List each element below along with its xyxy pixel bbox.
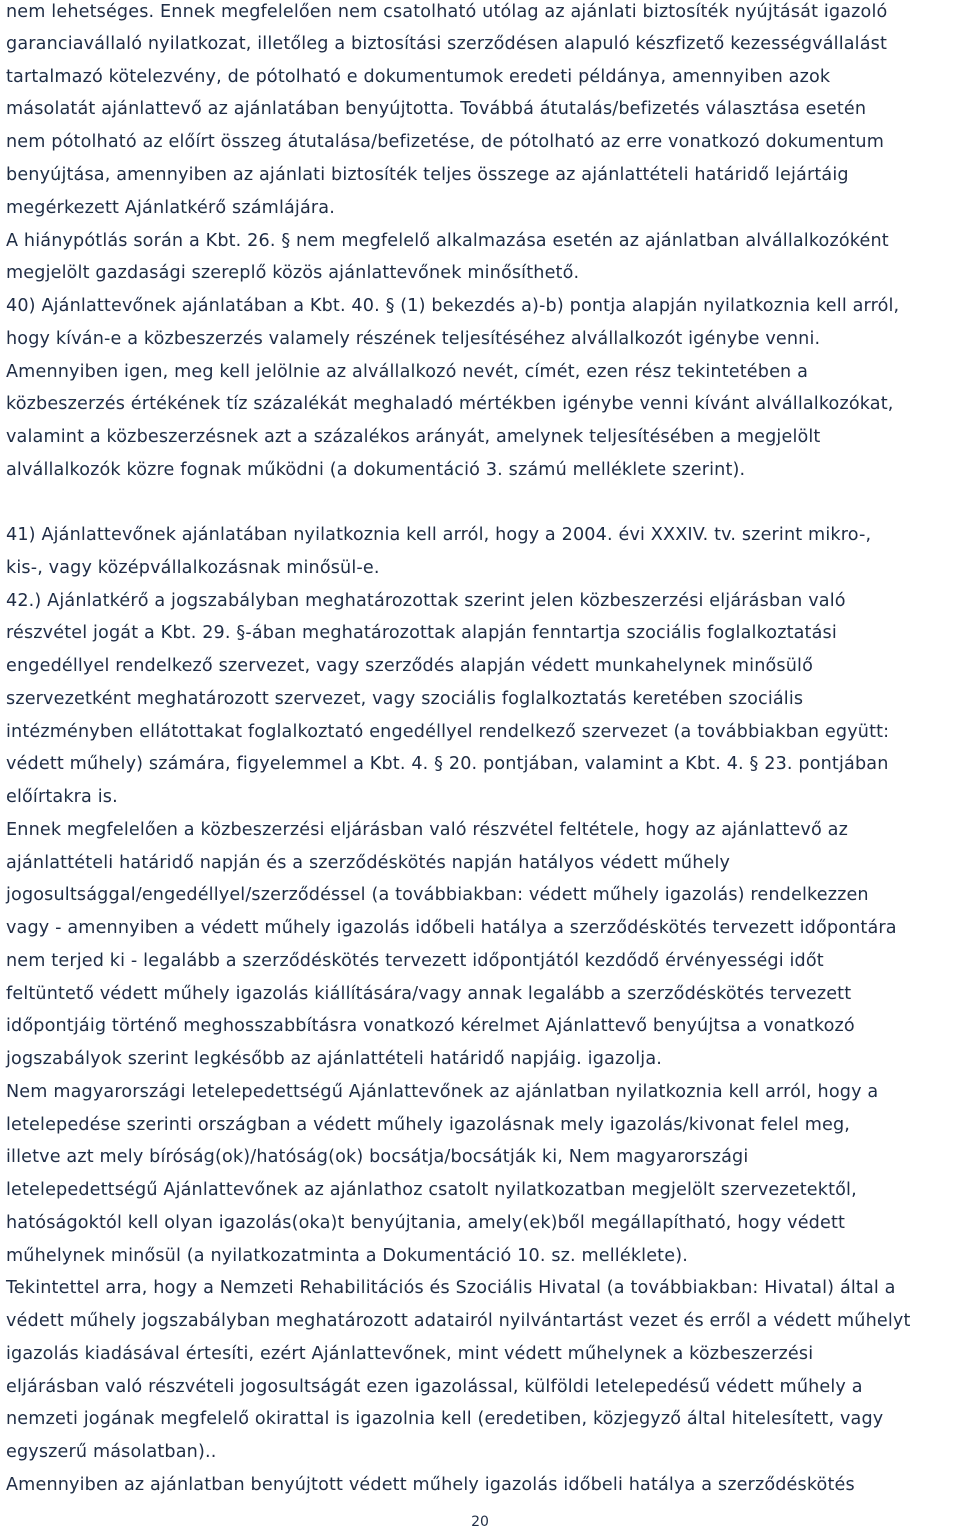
text-line: kis-, vagy középvállalkozásnak minősül-e. (6, 558, 380, 578)
text-line: igazolás kiadásával értesíti, ezért Ajánlattevőnek, mint védett műhelynek a közbeszerzési (6, 1344, 814, 1364)
text-line: védett műhely) számára, figyelemmel a Kbt. 4. § 20. pontjában, valamint a Kbt. 4. § 23. pontjában (6, 754, 889, 774)
text-line: ajánlattételi határidő napján és a szerződéskötés napján hatályos védett műhely (6, 853, 731, 873)
text-line: Tekintettel arra, hogy a Nemzeti Rehabilitációs és Szociális Hivatal (a továbbiakban: Hivatal) által a (6, 1278, 896, 1298)
text-line: nem pótolható az előírt összeg átutalása/befizetése, de pótolható az erre vonatkozó dokumentum (6, 132, 885, 152)
text-line: közbeszerzés értékének tíz százalékát meghaladó mértékben igénybe venni kívánt alvállalkozókat, (6, 394, 894, 414)
text-line: védett műhely jogszabályban meghatározott adatairól nyilvántartást vezet és erről a védett műhelyt (6, 1311, 911, 1331)
text-line: tartalmazó kötelezvény, de pótolható e dokumentumok eredeti példánya, amennyiben azok (6, 67, 831, 87)
text-line: műhelynek minősül (a nyilatkozatminta a Dokumentáció 10. sz. melléklete). (6, 1246, 688, 1266)
text-line: engedéllyel rendelkező szervezet, vagy szerződés alapján védett munkahelynek minősülő (6, 656, 813, 676)
text-line: jogszabályok szerint legkésőbb az ajánlattételi határidő napjáig. igazolja. (6, 1049, 663, 1069)
text-line: előírtakra is. (6, 787, 118, 807)
text-line: időpontjáig történő meghosszabbításra vonatkozó kérelmet Ajánlattevő benyújtsa a vonatkozó (6, 1016, 855, 1036)
text-line: másolatát ajánlattevő az ajánlatában benyújtotta. Továbbá átutalás/befizetés választása esetén (6, 99, 867, 119)
text-line: vagy - amennyiben a védett műhely igazolás időbeli hatálya a szerződéskötés tervezett időpontára (6, 918, 897, 938)
text-line: Nem magyarországi letelepedettségű Ajánlattevőnek az ajánlatban nyilatkoznia kell arról, hogy a (6, 1082, 879, 1102)
text-line: megjelölt gazdasági szereplő közös ajánlattevőnek minősíthető. (6, 263, 580, 283)
text-line: letelepedése szerinti országban a védett műhely igazolásnak mely igazolás/kivonat felel meg, (6, 1115, 851, 1135)
text-line: szervezetként meghatározott szervezet, vagy szociális foglalkoztatás keretében szociális (6, 689, 804, 709)
text-line: 41) Ajánlattevőnek ajánlatában nyilatkoznia kell arról, hogy a 2004. évi XXXIV. tv. szerint mikro-, (6, 525, 872, 545)
text-line: A hiánypótlás során a Kbt. 26. § nem megfelelő alkalmazása esetén az ajánlatban alvállalkozóként (6, 231, 889, 251)
text-line: intézményben ellátottakat foglalkoztató engedéllyel rendelkező szervezet (a továbbiakban együtt: (6, 722, 890, 742)
text-line: 42.) Ajánlatkérő a jogszabályban meghatározottak szerint jelen közbeszerzési eljárásban való (6, 591, 846, 611)
text-line: Amennyiben az ajánlatban benyújtott védett műhely igazolás időbeli hatálya a szerződéskötés (6, 1475, 855, 1495)
text-line: feltüntető védett műhely igazolás kiállítására/vagy annak legalább a szerződéskötés tervezett (6, 984, 852, 1004)
text-line: Ennek megfelelően a közbeszerzési eljárásban való részvétel feltétele, hogy az ajánlattevő az (6, 820, 848, 840)
text-line: nemzeti jogának megfelelő okirattal is igazolnia kell (eredetiben, közjegyző által hitelesített, vagy (6, 1409, 884, 1429)
text-line: illetve azt mely bíróság(ok)/hatóság(ok) bocsátja/bocsátják ki, Nem magyarországi (6, 1147, 749, 1167)
text-line: garanciavállaló nyilatkozat, illetőleg a biztosítási szerződésen alapuló készfizető kezességvállalást (6, 34, 888, 54)
text-line: hogy kíván-e a közbeszerzés valamely részének teljesítéséhez alvállalkozót igénybe venni. (6, 329, 821, 349)
text-line: nem terjed ki - legalább a szerződéskötés tervezett időpontjától kezdődő érvényességi időt (6, 951, 824, 971)
text-line: hatóságoktól kell olyan igazolás(oka)t benyújtania, amely(ek)ből megállapítható, hogy védett (6, 1213, 846, 1233)
text-line: eljárásban való részvételi jogosultságát ezen igazolással, külföldi letelepedésű védett műhely a (6, 1377, 863, 1397)
text-line: benyújtása, amennyiben az ajánlati biztosíték teljes összege az ajánlattételi határidő lejártáig (6, 165, 849, 185)
text-line: egyszerű másolatban).. (6, 1442, 217, 1462)
text-line: nem lehetséges. Ennek megfelelően nem csatolható utólag az ajánlati biztosíték nyújtását igazoló (6, 2, 888, 22)
page-number: 20 (471, 1514, 489, 1530)
text-line: részvétel jogát a Kbt. 29. §-ában meghatározottak alapján fenntartja szociális foglalkoztatási (6, 623, 837, 643)
text-line: valamint a közbeszerzésnek azt a százalékos arányát, amelynek teljesítésében a megjelölt (6, 427, 821, 447)
text-line: letelepedettségű Ajánlattevőnek az ajánlathoz csatolt nyilatkozatban megjelölt szervezetektől, (6, 1180, 857, 1200)
text-line: 40) Ajánlattevőnek ajánlatában a Kbt. 40. § (1) bekezdés a)-b) pontja alapján nyilatkoznia kell arról, (6, 296, 900, 316)
text-line: alvállalkozók közre fognak működni (a dokumentáció 3. számú melléklete szerint). (6, 460, 746, 480)
text-line: jogosultsággal/engedéllyel/szerződéssel (a továbbiakban: védett műhely igazolás) rendelkezzen (6, 885, 869, 905)
text-line: megérkezett Ajánlatkérő számlájára. (6, 198, 335, 218)
text-line: Amennyiben igen, meg kell jelölnie az alvállalkozó nevét, címét, ezen rész tekintetében a (6, 362, 809, 382)
